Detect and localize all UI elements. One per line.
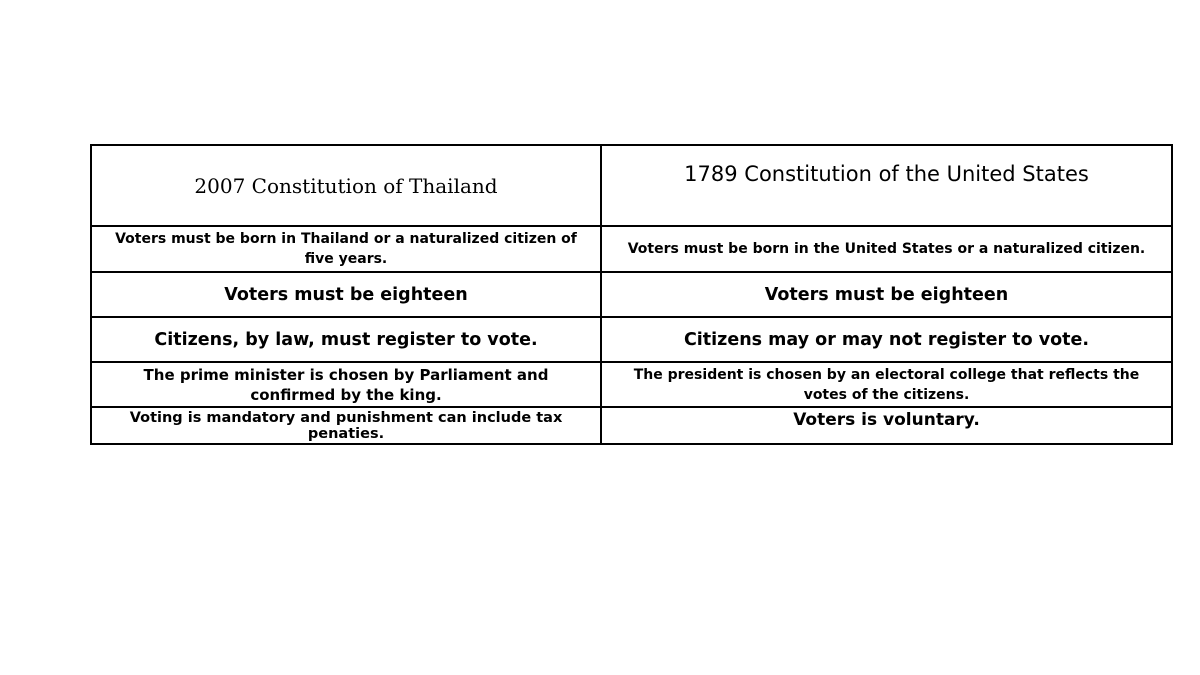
table-row <box>92 273 1173 318</box>
us-age-cell: Voters must be eighteen <box>602 273 1173 318</box>
thailand-leader-selection-cell: The prime minister is chosen by Parliament and confirmed by the king. <box>92 363 602 408</box>
thailand-citizenship-cell: Voters must be born in Thailand or a naturalized citizen of five years. <box>92 227 602 273</box>
thailand-voting-obligation-cell: Voting is mandatory and punishment can include tax penaties. <box>92 408 602 445</box>
comparison-table <box>90 144 1173 445</box>
us-registration-cell: Citizens may or may not register to vote. <box>602 318 1173 363</box>
thailand-registration-cell: Citizens, by law, must register to vote. <box>92 318 602 363</box>
thailand-age-cell: Voters must be eighteen <box>92 273 602 318</box>
us-voting-obligation-cell: Voters is voluntary. <box>602 408 1173 445</box>
header-thailand: 2007 Constitution of Thailand <box>92 146 602 227</box>
us-leader-selection-cell: The president is chosen by an electoral college that reflects the votes of the citizens. <box>602 363 1173 408</box>
table-row <box>92 363 1173 408</box>
table-header-row <box>92 146 1173 227</box>
table-row <box>92 227 1173 273</box>
table-row <box>92 408 1173 445</box>
us-citizenship-cell: Voters must be born in the United States or a naturalized citizen. <box>602 227 1173 273</box>
header-united-states: 1789 Constitution of the United States <box>602 146 1173 227</box>
table-row <box>92 318 1173 363</box>
